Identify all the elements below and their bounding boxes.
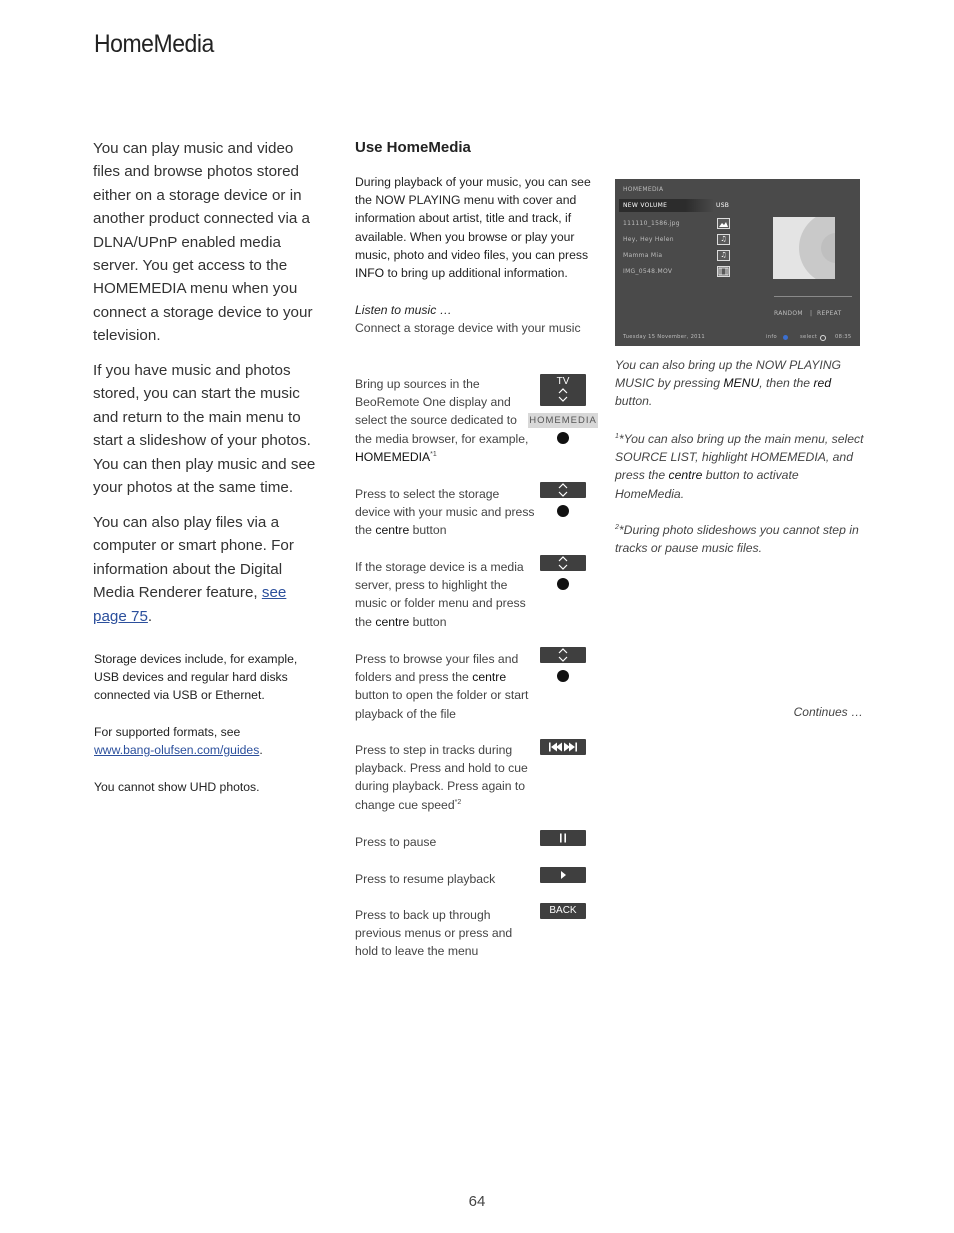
footnote-text: *During photo slideshows you cannot step in tracks or pause music files. — [615, 523, 859, 556]
centre-button[interactable] — [557, 505, 569, 517]
skip-back-forward-icon — [543, 739, 583, 755]
tv-button-label: TV — [556, 376, 570, 387]
list-item[interactable]: Hey, Hey Helen — [623, 236, 674, 243]
up-down-arrows-icon — [557, 555, 569, 571]
step-6: Press to pause — [355, 835, 437, 849]
music-note-icon: ♫ — [717, 234, 730, 245]
intro-text: You can also play files via a computer or smart phone. For information about the Digital Media Renderer feature, — [93, 514, 294, 602]
skip-buttons[interactable] — [540, 739, 586, 755]
step-7: Press to resume playback — [355, 872, 496, 886]
up-down-arrows-icon — [557, 647, 569, 663]
page-title: HomeMedia — [94, 30, 214, 58]
menu-key-text: MENU — [723, 376, 760, 391]
intro-end: . — [147, 607, 153, 625]
centre-key-text: centre — [668, 468, 703, 483]
source-label: USB — [716, 202, 730, 209]
use-text-b: to bring up additional information. — [384, 266, 568, 281]
option-separator: | — [810, 310, 813, 317]
footnote-1 — [615, 430, 865, 503]
use-paragraph — [355, 173, 599, 282]
footnote-number: 2 — [615, 523, 619, 531]
pause-icon — [557, 830, 569, 846]
caption-text: , then the — [759, 376, 814, 391]
up-down-button[interactable] — [540, 647, 586, 663]
continues-label: Continues … — [793, 705, 863, 719]
step-text-end: button — [409, 614, 447, 629]
listen-title: Listen to music … — [355, 303, 452, 317]
selected-item[interactable]: NEW VOLUME — [623, 202, 668, 209]
date-text: Tuesday 15 November, 2011 — [623, 334, 705, 340]
step-text: Press to browse your files and folders and press the — [355, 652, 519, 685]
blue-dot-icon — [783, 335, 788, 340]
select-hint: select — [800, 334, 818, 340]
intro-paragraph-1: You can play music and video files and browse photos stored either on a storage device or in another product connected via a DLNA/UPnP enabled media server. You get access to the HOMEMEDIA menu when you connect a storage device to your television. — [93, 140, 313, 345]
use-text-a: During playback of your music, you can see the NOW PLAYING menu with cover and information about artist, title and track, if available. When you browse or play your music, photo and video files, you can press — [355, 175, 591, 262]
pause-button[interactable] — [540, 830, 586, 846]
back-button[interactable]: BACK — [540, 903, 586, 919]
page-number: 64 — [468, 1193, 486, 1210]
step-text-end: button — [409, 523, 447, 538]
tv-button[interactable] — [540, 374, 586, 406]
random-option[interactable]: RANDOM — [774, 310, 803, 317]
list-item[interactable]: Mamma Mia — [623, 252, 663, 259]
footnote-text: *You can also bring up the main menu, select SOURCE LIST, highlight HOMEMEDIA, and press the — [615, 432, 864, 483]
intro-paragraph-3 — [93, 511, 323, 628]
storage-note: Storage devices include, for example, USB devices and regular hard disks connected via USB or Ethernet. — [94, 652, 298, 702]
footnote-marker: *1 — [430, 450, 437, 458]
red-key-text: red — [813, 376, 832, 391]
step-8: Press to back up through previous menus or press and hold to leave the menu — [355, 908, 513, 959]
uhd-note: You cannot show UHD photos. — [94, 780, 260, 794]
list-item[interactable]: 111110_1586.jpg — [623, 220, 680, 227]
step-text: If the storage device is a media server, press to highlight the music or folder menu and press the — [355, 560, 526, 629]
formats-end: . — [259, 743, 263, 757]
step-bold: centre — [375, 614, 410, 629]
homemedia-display-label: HOMEMEDIA — [529, 415, 597, 426]
step-3 — [355, 558, 535, 631]
play-button[interactable] — [540, 867, 586, 883]
footnote-text: button to activate HomeMedia. — [615, 468, 799, 501]
listen-block — [355, 301, 599, 337]
section-heading: Use HomeMedia — [355, 139, 471, 156]
caption-text: button. — [615, 394, 653, 409]
play-icon — [557, 867, 569, 883]
up-down-arrows-icon — [557, 388, 569, 402]
step-5 — [355, 741, 535, 814]
step-text-end: button to open the folder or start playback of the file — [355, 688, 529, 721]
up-down-button[interactable] — [540, 555, 586, 571]
step-text: Press to select the storage device with your music and press the — [355, 487, 535, 538]
step-bold: HOMEMEDIA — [355, 449, 431, 464]
step-text: Press to step in tracks during playback. Press and hold to cue during playback. Press again to change cue speed — [355, 743, 528, 812]
listen-subtitle: Connect a storage device with your music — [355, 321, 581, 336]
step-2 — [355, 485, 535, 540]
footnote-2 — [615, 521, 865, 557]
music-note-icon: ♫ — [717, 250, 730, 261]
centre-dot-icon — [820, 335, 826, 341]
step-text: Bring up sources in the BeoRemote One display and select the source dedicated to the media browser, for example, — [355, 377, 529, 446]
clock-text: 08:35 — [835, 334, 852, 340]
step-1 — [355, 375, 533, 466]
step-4 — [355, 650, 535, 723]
intro-paragraph-2: If you have music and photos stored, you can start the music and return to the main menu to start a slideshow of your photos. You can then play music and see your photos at the same time. — [93, 362, 316, 497]
album-cover — [773, 217, 835, 279]
menu-title: HOMEMEDIA — [623, 186, 664, 193]
list-item[interactable]: IMG_0548.MOV — [623, 268, 673, 275]
formats-text: For supported formats, see — [94, 725, 241, 739]
footnote-marker: *2 — [454, 798, 462, 806]
step-bold: centre — [472, 670, 507, 685]
up-down-button[interactable] — [540, 482, 586, 498]
centre-button[interactable] — [557, 670, 569, 682]
tv-screen — [615, 179, 860, 346]
film-icon — [717, 266, 730, 277]
formats-note — [94, 723, 324, 759]
info-key-text: INFO — [355, 266, 385, 281]
repeat-option[interactable]: REPEAT — [817, 310, 842, 317]
guides-link[interactable]: www.bang-olufsen.com/guides — [94, 743, 260, 757]
up-down-arrows-icon — [557, 482, 569, 498]
photo-icon — [717, 218, 730, 229]
divider — [774, 296, 852, 297]
see-page-link[interactable]: see page 75 — [93, 584, 287, 625]
caption-text: You can also bring up the NOW PLAYING MUSIC by pressing — [615, 358, 842, 391]
info-hint: info — [766, 334, 777, 340]
caption-now-playing — [615, 356, 865, 411]
step-bold: centre — [375, 523, 410, 538]
centre-button[interactable] — [557, 432, 569, 444]
centre-button[interactable] — [557, 578, 569, 590]
footnote-number: 1 — [615, 432, 619, 440]
